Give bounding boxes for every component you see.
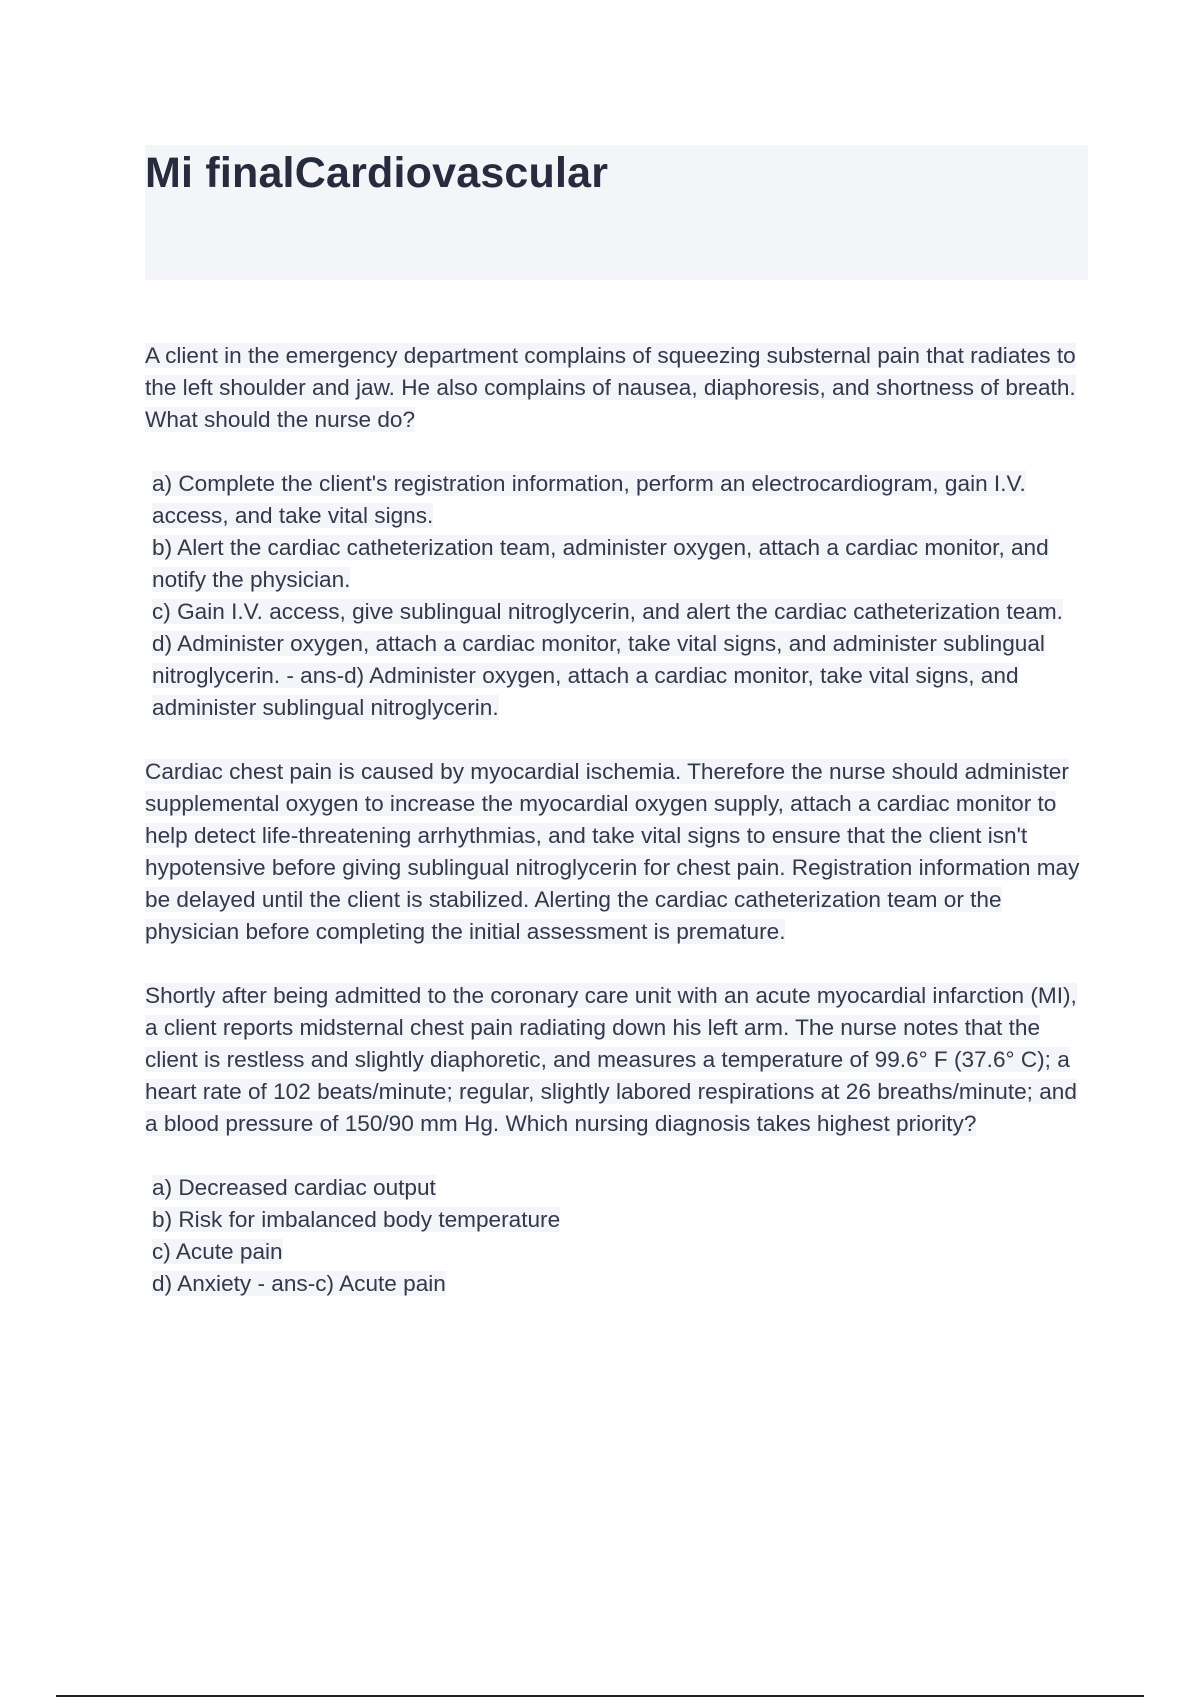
question-1-rationale [145,756,1090,948]
footer-rule [56,1695,1144,1697]
question-1-option-b-text: b) Alert the cardiac catheterization team, administer oxygen, attach a cardiac monitor, and notify the physician. [152,535,1049,592]
document-body [145,340,1090,1332]
question-2-options [145,1172,1090,1300]
question-2-option-d-text: d) Anxiety - ans-c) Acute pain [152,1271,446,1296]
question-2-option-c [145,1236,1090,1268]
question-1-option-c-text: c) Gain I.V. access, give sublingual nitroglycerin, and alert the cardiac catheterization team. [152,599,1063,624]
question-2-option-a-text: a) Decreased cardiac output [152,1175,436,1200]
title-block [145,145,1088,280]
question-1-option-c [145,596,1090,628]
question-1-option-a-text: a) Complete the client's registration information, perform an electrocardiogram, gain I.V. access, and take vital signs. [152,471,1026,528]
question-1-option-d-text: d) Administer oxygen, attach a cardiac monitor, take vital signs, and administer sublingual nitroglycerin. - ans-d) Administer oxygen, attach a cardiac monitor, take vital signs, and administer sublingual nitroglycerin. [152,631,1045,720]
question-2-option-c-text: c) Acute pain [152,1239,283,1264]
question-2-stem [145,980,1090,1140]
question-1-stem-text: A client in the emergency department complains of squeezing substernal pain that radiates to the left shoulder and jaw. He also complains of nausea, diaphoresis, and shortness of breath. What should the nurse do? [145,343,1076,432]
question-1-option-d [145,628,1090,724]
document-title: Mi finalCardiovascular [145,149,609,197]
question-2-option-a [145,1172,1090,1204]
question-1-options [145,468,1090,724]
question-2-option-b-text: b) Risk for imbalanced body temperature [152,1207,561,1232]
question-2-stem-text: Shortly after being admitted to the coronary care unit with an acute myocardial infarction (MI), a client reports midsternal chest pain radiating down his left arm. The nurse notes that the client is restless and slightly diaphoretic, and measures a temperature of 99.6° F (37.6° C); a heart rate of 102 beats/minute; regular, slightly labored respirations at 26 breaths/minute; and a blood pressure of 150/90 mm Hg. Which nursing diagnosis takes highest priority? [145,983,1077,1136]
question-1-rationale-text: Cardiac chest pain is caused by myocardial ischemia. Therefore the nurse should administer supplemental oxygen to increase the myocardial oxygen supply, attach a cardiac monitor to help detect life-threatening arrhythmias, and take vital signs to ensure that the client isn't hypotensive before giving sublingual nitroglycerin for chest pain. Registration information may be delayed until the client is stabilized. Alerting the cardiac catheterization team or the physician before completing the initial assessment is premature. [145,759,1080,944]
question-1-option-b [145,532,1090,596]
question-1-stem [145,340,1090,436]
question-2-option-d [145,1268,1090,1300]
question-2-option-b [145,1204,1090,1236]
question-1-option-a [145,468,1090,532]
